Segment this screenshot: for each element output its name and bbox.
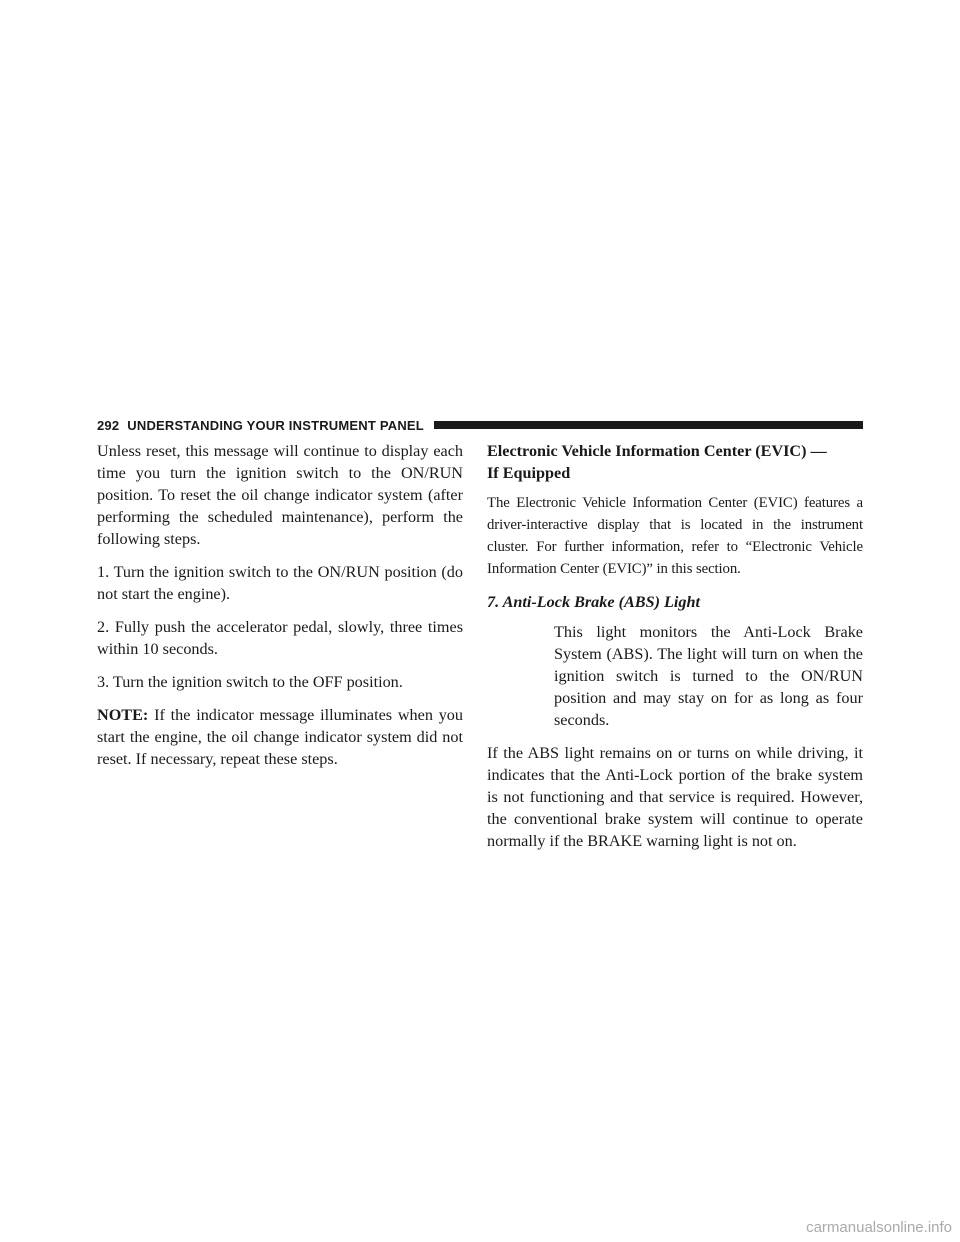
section-title: UNDERSTANDING YOUR INSTRUMENT PANEL [127,417,424,433]
abs-heading: 7. Anti-Lock Brake (ABS) Light [487,593,700,611]
note-paragraph [97,704,463,770]
step-3: 3. Turn the ignition switch to the OFF position. [97,673,403,691]
abs-detail-paragraph: If the ABS light remains on or turns on while driving, it indicates that the Anti-Lock portion of the brake system is not functioning and that service is required. However, the conventional brake system will continue to operate normally if the BRAKE warning light is not on. [487,744,863,850]
abs-intro-paragraph: This light monitors the Anti-Lock Brake System (ABS). The light will turn on when the ignition switch is turned to the ON/RUN position and may stay on for as long as four seconds. [554,623,863,729]
step-2: 2. Fully push the accelerator pedal, slowly, three times within 10 seconds. [97,618,463,658]
page-header [97,414,863,436]
note-text: If the indicator message illuminates when you start the engine, the oil change indicator system did not reset. If necessary, repeat these steps. [97,706,463,768]
evic-paragraph: The Electronic Vehicle Information Center (EVIC) features a driver-interactive display that is located in the instrument cluster. For further information, refer to “Electronic Vehicle Information Center (EVIC)” in this section. [487,495,863,577]
step-1: 1. Turn the ignition switch to the ON/RUN position (do not start the engine). [97,563,463,603]
note-label: NOTE: [97,706,149,724]
evic-heading-line1: Electronic Vehicle Information Center (EVIC) — [487,442,827,460]
page-number: 292 [97,417,120,433]
evic-heading [487,440,863,484]
watermark: carmanualsonline.info [806,1219,952,1236]
header-rule [434,421,863,429]
left-column [97,440,463,781]
intro-paragraph: Unless reset, this message will continue to display each time you turn the ignition switch to the ON/RUN position. To reset the oil change indicator system (after performing the scheduled maintenance), perform the following steps. [97,442,463,548]
evic-heading-line2: If Equipped [487,464,571,482]
right-column [487,440,863,863]
